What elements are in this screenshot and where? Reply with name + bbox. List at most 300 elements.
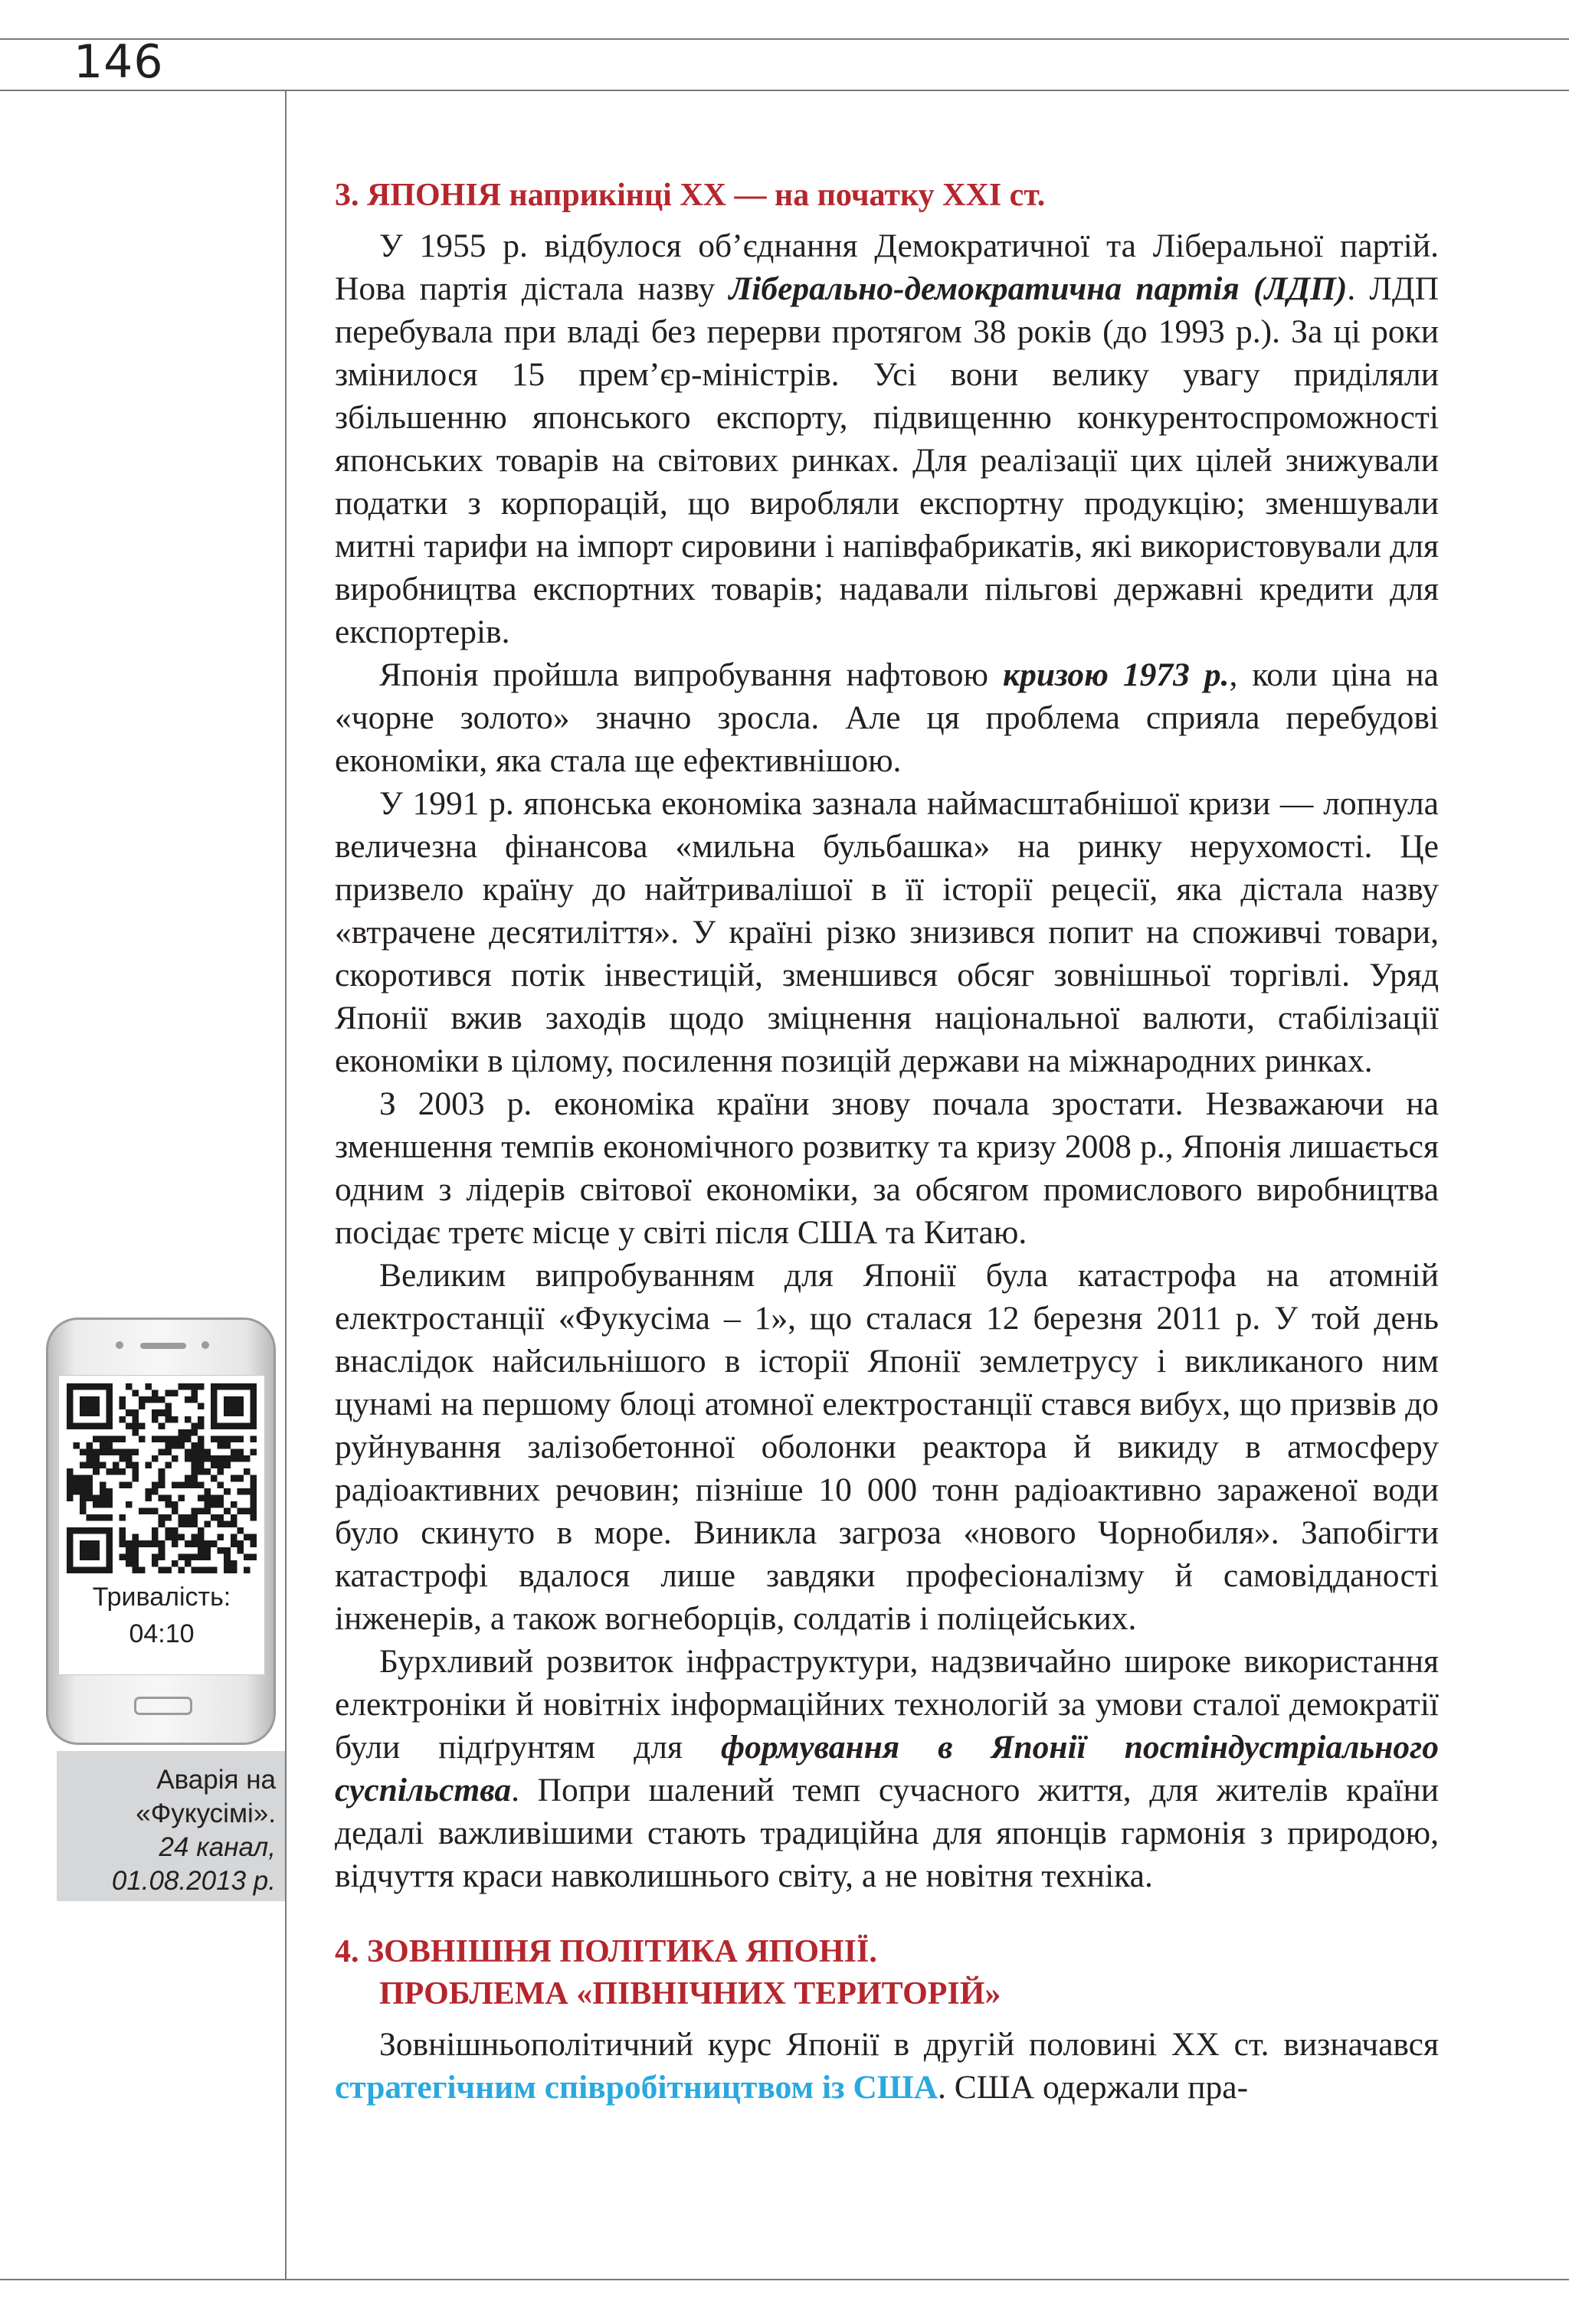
qr-module	[159, 1566, 165, 1573]
qr-module	[218, 1494, 224, 1501]
qr-module	[178, 1481, 185, 1488]
qr-module	[80, 1547, 87, 1554]
paragraph	[335, 224, 1439, 653]
qr-module	[231, 1435, 237, 1442]
qr-module	[185, 1383, 192, 1390]
qr-module	[191, 1455, 198, 1462]
qr-module	[67, 1527, 74, 1534]
qr-module	[198, 1534, 205, 1541]
qr-module	[113, 1435, 120, 1442]
qr-module	[185, 1396, 192, 1403]
qr-module	[67, 1468, 74, 1475]
qr-module	[198, 1547, 205, 1554]
qr-module	[250, 1383, 257, 1390]
qr-module	[211, 1566, 218, 1573]
qr-module	[165, 1409, 172, 1416]
qr-module	[133, 1540, 139, 1547]
qr-module	[67, 1540, 74, 1547]
qr-module	[178, 1514, 185, 1521]
qr-module	[224, 1409, 231, 1416]
qr-module	[172, 1390, 179, 1397]
qr-module	[250, 1481, 257, 1488]
qr-module	[126, 1560, 133, 1567]
qr-module	[80, 1494, 87, 1501]
qr-module	[146, 1494, 152, 1501]
qr-module	[185, 1540, 192, 1547]
qr-module	[80, 1475, 87, 1482]
qr-module	[159, 1409, 165, 1416]
qr-module	[250, 1475, 257, 1482]
main-text-column	[335, 175, 1439, 2109]
highlighted-term: стратегічним співробітництвом із США	[335, 2069, 938, 2106]
qr-module	[100, 1462, 106, 1469]
qr-module	[218, 1462, 224, 1469]
qr-module	[185, 1429, 192, 1436]
qr-module	[93, 1455, 100, 1462]
qr-module	[185, 1553, 192, 1560]
qr-module	[198, 1422, 205, 1429]
qr-module	[250, 1553, 257, 1560]
qr-module	[231, 1521, 237, 1528]
qr-module	[198, 1455, 205, 1462]
top-rule	[0, 38, 1569, 40]
qr-module	[67, 1409, 74, 1416]
text-run: Бурхливий розвиток інфраструктури, надзвичайно широке використання електроніки й новітніх інформаційних технологій за умови сталої демократії були підґрунтям для	[335, 1643, 1439, 1766]
qr-module	[205, 1507, 211, 1514]
qr-module	[133, 1566, 139, 1573]
qr-module	[119, 1534, 126, 1541]
qr-module	[198, 1481, 205, 1488]
qr-module	[87, 1527, 93, 1534]
qr-module	[74, 1488, 80, 1495]
qr-module	[146, 1488, 152, 1495]
qr-module	[80, 1540, 87, 1547]
qr-module	[106, 1566, 113, 1573]
qr-module	[67, 1547, 74, 1554]
qr-module	[198, 1435, 205, 1442]
qr-module	[133, 1422, 139, 1429]
qr-module	[106, 1416, 113, 1423]
qr-module	[231, 1409, 237, 1416]
qr-module	[119, 1455, 126, 1462]
qr-module	[106, 1468, 113, 1475]
text-run: Зовнішньополітичний курс Японії в другій половині XX ст. визначався	[379, 2026, 1439, 2063]
qr-module	[139, 1422, 146, 1429]
qr-module	[133, 1416, 139, 1423]
qr-module	[198, 1527, 205, 1534]
qr-module	[205, 1553, 211, 1560]
qr-module	[218, 1534, 224, 1541]
qr-module	[106, 1449, 113, 1456]
phone-home-button	[134, 1697, 192, 1715]
qr-module	[74, 1527, 80, 1534]
qr-module	[152, 1560, 159, 1567]
qr-module	[100, 1383, 106, 1390]
qr-module	[250, 1514, 257, 1521]
qr-module	[224, 1566, 231, 1573]
qr-module	[250, 1409, 257, 1416]
qr-module	[126, 1455, 133, 1462]
qr-module	[165, 1449, 172, 1456]
qr-module	[159, 1435, 165, 1442]
qr-module	[106, 1383, 113, 1390]
qr-module	[106, 1442, 113, 1449]
qr-module	[152, 1416, 159, 1423]
qr-module	[126, 1547, 133, 1554]
qr-module	[159, 1449, 165, 1456]
qr-module	[119, 1481, 126, 1488]
qr-module	[152, 1390, 159, 1397]
qr-module	[165, 1390, 172, 1397]
qr-module	[100, 1435, 106, 1442]
phone-speaker	[140, 1343, 186, 1349]
qr-module	[224, 1521, 231, 1528]
qr-module	[198, 1494, 205, 1501]
qr-module	[93, 1527, 100, 1534]
qr-module	[113, 1462, 120, 1469]
qr-module	[244, 1383, 251, 1390]
qr-module	[152, 1540, 159, 1547]
qr-module	[178, 1442, 185, 1449]
qr-module	[250, 1488, 257, 1495]
qr-module	[218, 1521, 224, 1528]
qr-module	[191, 1481, 198, 1488]
qr-module	[74, 1383, 80, 1390]
qr-module	[237, 1449, 244, 1456]
qr-module	[80, 1383, 87, 1390]
qr-module	[139, 1566, 146, 1573]
qr-module	[93, 1383, 100, 1390]
qr-module	[250, 1501, 257, 1508]
qr-module	[237, 1403, 244, 1410]
qr-module	[100, 1494, 106, 1501]
qr-module	[93, 1514, 100, 1521]
qr-module	[139, 1540, 146, 1547]
qr-module	[87, 1422, 93, 1429]
qr-module	[231, 1514, 237, 1521]
qr-module	[119, 1403, 126, 1410]
qr-module	[191, 1514, 198, 1521]
qr-module	[133, 1409, 139, 1416]
qr-module	[67, 1553, 74, 1560]
qr-module	[244, 1422, 251, 1429]
qr-module	[126, 1481, 133, 1488]
qr-module	[87, 1547, 93, 1554]
qr-module	[198, 1442, 205, 1449]
qr-module	[74, 1442, 80, 1449]
qr-module	[152, 1481, 159, 1488]
qr-module	[244, 1553, 251, 1560]
qr-module	[93, 1468, 100, 1475]
qr-module	[224, 1560, 231, 1567]
qr-module	[126, 1449, 133, 1456]
qr-module	[185, 1449, 192, 1456]
qr-module	[139, 1435, 146, 1442]
phone-illustration	[46, 1317, 276, 1745]
qr-module	[126, 1462, 133, 1469]
qr-module	[67, 1416, 74, 1423]
qr-module	[185, 1435, 192, 1442]
qr-module	[185, 1455, 192, 1462]
qr-code[interactable]	[67, 1383, 257, 1573]
qr-module	[198, 1383, 205, 1390]
qr-module	[205, 1501, 211, 1508]
qr-module	[244, 1455, 251, 1462]
qr-module	[231, 1501, 237, 1508]
qr-module	[224, 1396, 231, 1403]
qr-module	[106, 1422, 113, 1429]
text-run: . США одержали пра-	[938, 2069, 1249, 2106]
qr-module	[224, 1455, 231, 1462]
qr-module	[250, 1396, 257, 1403]
qr-module	[244, 1534, 251, 1541]
qr-module	[205, 1547, 211, 1554]
qr-module	[237, 1396, 244, 1403]
qr-module	[87, 1553, 93, 1560]
qr-module	[119, 1553, 126, 1560]
qr-module	[191, 1462, 198, 1469]
qr-module	[159, 1547, 165, 1554]
qr-module	[178, 1566, 185, 1573]
qr-module	[159, 1396, 165, 1403]
qr-module	[237, 1488, 244, 1495]
section-4-heading-line2: ПРОБЛЕМА «ПІВНІЧНИХ ТЕРИТОРІЙ»	[379, 1976, 1001, 2011]
qr-module	[172, 1501, 179, 1508]
qr-module	[165, 1416, 172, 1423]
qr-module	[224, 1422, 231, 1429]
qr-module	[152, 1409, 159, 1416]
qr-module	[172, 1442, 179, 1449]
qr-module	[218, 1442, 224, 1449]
qr-module	[231, 1566, 237, 1573]
qr-module	[198, 1449, 205, 1456]
qr-module	[119, 1468, 126, 1475]
qr-module	[146, 1507, 152, 1514]
qr-module	[205, 1468, 211, 1475]
qr-module	[159, 1494, 165, 1501]
video-caption-title: Аварія на	[156, 1765, 276, 1795]
qr-module	[93, 1403, 100, 1410]
qr-module	[205, 1521, 211, 1528]
qr-module	[250, 1494, 257, 1501]
qr-module	[218, 1383, 224, 1390]
qr-module	[250, 1390, 257, 1397]
qr-module	[237, 1507, 244, 1514]
qr-module	[165, 1442, 172, 1449]
paragraph: У 1991 р. японська економіка зазнала наймасштабнішої кризи — лопнула величезна фінансова «мильна бульбашка» на ринку нерухомості. Це призвело країну до найтривалішої в її історії рецесії, яка дістала назву «втрачене десятиліття». У країні різко знизився попит на споживчі товари, скоротився потік інвестицій, зменшився обсяг зовнішньої торгівлі. Уряд Японії вжив заходів щодо зміцнення національної валюти, стабілізації економіки в цілому, посилення позицій держави на міжнародних ринках.	[335, 785, 1439, 1079]
qr-module	[119, 1514, 126, 1521]
qr-module	[178, 1383, 185, 1390]
qr-module	[224, 1435, 231, 1442]
qr-module	[159, 1468, 165, 1475]
qr-module	[178, 1435, 185, 1442]
qr-module	[165, 1494, 172, 1501]
qr-module	[244, 1488, 251, 1495]
qr-module	[93, 1409, 100, 1416]
qr-module	[87, 1481, 93, 1488]
qr-module	[191, 1521, 198, 1528]
qr-module	[224, 1488, 231, 1495]
qr-module	[211, 1403, 218, 1410]
qr-module	[67, 1403, 74, 1410]
qr-module	[178, 1429, 185, 1436]
qr-module	[172, 1435, 179, 1442]
qr-module	[178, 1494, 185, 1501]
qr-module	[218, 1435, 224, 1442]
qr-module	[250, 1435, 257, 1442]
qr-module	[218, 1468, 224, 1475]
qr-module	[74, 1481, 80, 1488]
qr-module	[191, 1390, 198, 1397]
qr-module	[165, 1534, 172, 1541]
qr-module	[250, 1403, 257, 1410]
text-run: Японія пройшла випробування нафтовою	[379, 656, 1004, 693]
qr-module	[211, 1455, 218, 1462]
qr-module	[100, 1481, 106, 1488]
qr-module	[218, 1422, 224, 1429]
qr-module	[100, 1527, 106, 1534]
qr-module	[93, 1462, 100, 1469]
qr-module	[119, 1416, 126, 1423]
qr-module	[87, 1396, 93, 1403]
qr-module	[152, 1455, 159, 1462]
qr-module	[80, 1409, 87, 1416]
video-caption-source: 24 канал,	[159, 1832, 276, 1862]
qr-module	[191, 1540, 198, 1547]
qr-module	[211, 1416, 218, 1423]
qr-module	[224, 1383, 231, 1390]
qr-module	[185, 1514, 192, 1521]
qr-module	[100, 1514, 106, 1521]
qr-module	[211, 1396, 218, 1403]
key-term: формування в Японії постіндустріального суспільства	[335, 1729, 1439, 1808]
qr-module	[139, 1507, 146, 1514]
qr-module	[231, 1383, 237, 1390]
qr-module	[106, 1409, 113, 1416]
page-number: 146	[74, 35, 164, 89]
qr-module	[87, 1409, 93, 1416]
qr-module	[244, 1566, 251, 1573]
qr-module	[185, 1475, 192, 1482]
qr-module	[185, 1416, 192, 1423]
qr-module	[106, 1501, 113, 1508]
qr-module	[211, 1514, 218, 1521]
qr-module	[87, 1383, 93, 1390]
qr-module	[191, 1383, 198, 1390]
qr-module	[159, 1540, 165, 1547]
qr-module	[218, 1501, 224, 1508]
qr-module	[152, 1396, 159, 1403]
qr-module	[126, 1553, 133, 1560]
bottom-rule	[0, 2279, 1569, 2280]
qr-module	[191, 1507, 198, 1514]
qr-module	[231, 1475, 237, 1482]
qr-module	[191, 1534, 198, 1541]
qr-module	[218, 1547, 224, 1554]
qr-module	[231, 1403, 237, 1410]
text-run: . ЛДП перебувала при владі без перерви протягом 38 років (до 1993 р.). За ці роки змінилося 15 прем’єр-міністрів. Усі вони велику увагу приділяли збільшенню японського експорту, підвищенню конкурентоспроможності японських товарів на світових ринках. Для реалізації цих цілей знижували податки з корпорацій, що виробляли експортну продукцію; зменшували митні тарифи на імпорт сировини і напівфабрикатів, які використовували для виробництва експортних товарів; надавали пільгові державні кредити для експортерів.	[335, 270, 1440, 650]
qr-module	[191, 1429, 198, 1436]
qr-module	[237, 1422, 244, 1429]
qr-module	[126, 1501, 133, 1508]
text-run: . Попри шалений темп сучасного життя, для жителів країни дедалі важливішими стають традиційна для японців гармонія з природою, відчуття краси навколишнього світу, а не новітня техніка.	[335, 1772, 1439, 1894]
qr-module	[250, 1416, 257, 1423]
qr-module	[133, 1468, 139, 1475]
qr-module	[80, 1566, 87, 1573]
qr-module	[146, 1462, 152, 1469]
qr-module	[211, 1383, 218, 1390]
qr-module	[198, 1553, 205, 1560]
qr-module	[93, 1501, 100, 1508]
qr-module	[80, 1488, 87, 1495]
text-run: , коли ціна на «чорне золото» значно зросла. Але ця проблема сприяла перебудові економіки, яка стала ще ефективнішою.	[335, 656, 1439, 779]
qr-module	[205, 1540, 211, 1547]
section-4-heading	[335, 1931, 1439, 2015]
qr-module	[205, 1566, 211, 1573]
qr-module	[113, 1468, 120, 1475]
qr-module	[133, 1429, 139, 1436]
qr-module	[119, 1540, 126, 1547]
qr-module	[133, 1390, 139, 1397]
qr-module	[250, 1534, 257, 1541]
qr-module	[211, 1435, 218, 1442]
qr-module	[93, 1553, 100, 1560]
qr-module	[211, 1390, 218, 1397]
qr-module	[100, 1442, 106, 1449]
qr-module	[185, 1560, 192, 1567]
qr-module	[133, 1475, 139, 1482]
qr-module	[224, 1547, 231, 1554]
qr-module	[93, 1540, 100, 1547]
qr-module	[231, 1560, 237, 1567]
qr-module	[67, 1488, 74, 1495]
qr-module	[106, 1435, 113, 1442]
phone-screen	[58, 1375, 265, 1675]
qr-module	[146, 1540, 152, 1547]
qr-module	[211, 1494, 218, 1501]
qr-module	[100, 1566, 106, 1573]
section-4-heading-line1: 4. ЗОВНІШНЯ ПОЛІТИКА ЯПОНІЇ.	[335, 1934, 877, 1969]
qr-module	[74, 1422, 80, 1429]
qr-module	[244, 1468, 251, 1475]
phone-camera	[116, 1341, 123, 1349]
qr-module	[87, 1540, 93, 1547]
qr-module	[119, 1527, 126, 1534]
qr-module	[87, 1455, 93, 1462]
qr-module	[87, 1449, 93, 1456]
qr-module	[224, 1462, 231, 1469]
qr-module	[165, 1527, 172, 1534]
qr-module	[87, 1566, 93, 1573]
qr-module	[87, 1488, 93, 1495]
qr-module	[237, 1383, 244, 1390]
qr-module	[159, 1514, 165, 1521]
qr-module	[211, 1462, 218, 1469]
qr-module	[106, 1494, 113, 1501]
qr-module	[139, 1396, 146, 1403]
qr-module	[224, 1507, 231, 1514]
qr-module	[198, 1416, 205, 1423]
qr-module	[198, 1507, 205, 1514]
qr-module	[106, 1514, 113, 1521]
qr-module	[100, 1449, 106, 1456]
qr-module	[218, 1455, 224, 1462]
qr-module	[191, 1449, 198, 1456]
qr-module	[119, 1396, 126, 1403]
qr-module	[93, 1435, 100, 1442]
qr-module	[67, 1422, 74, 1429]
qr-module	[67, 1396, 74, 1403]
